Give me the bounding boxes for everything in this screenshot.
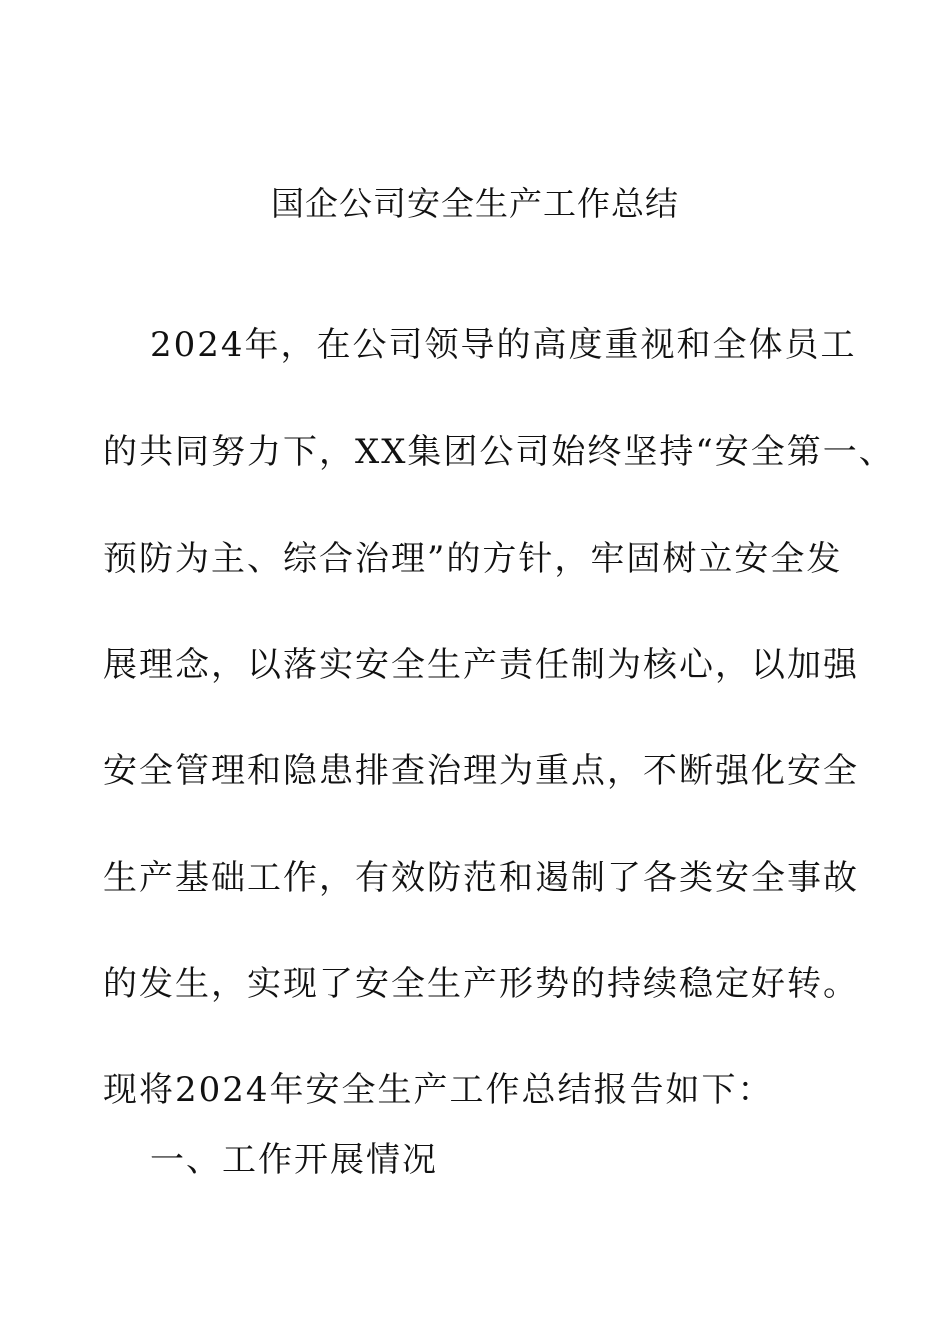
- paragraph-line: 2024年，在公司领导的高度重视和全体员工: [150, 325, 857, 365]
- paragraph-line: 的共同努力下，XX集团公司始终坚持“安全第一、: [103, 432, 895, 472]
- paragraph-line: 安全管理和隐患排查治理为重点，不断强化安全: [103, 751, 859, 791]
- paragraph-line: 的发生，实现了安全生产形势的持续稳定好转。: [103, 964, 859, 1004]
- paragraph-line: 预防为主、综合治理”的方针，牢固树立安全发: [103, 539, 843, 579]
- paragraph-line: 生产基础工作，有效防范和遏制了各类安全事故: [103, 858, 859, 898]
- document-title: 国企公司安全生产工作总结: [271, 184, 679, 223]
- section-heading: 一、工作开展情况: [150, 1140, 438, 1180]
- paragraph-line: 现将2024年安全生产工作总结报告如下：: [103, 1070, 774, 1110]
- paragraph-line: 展理念，以落实安全生产责任制为核心，以加强: [103, 645, 859, 685]
